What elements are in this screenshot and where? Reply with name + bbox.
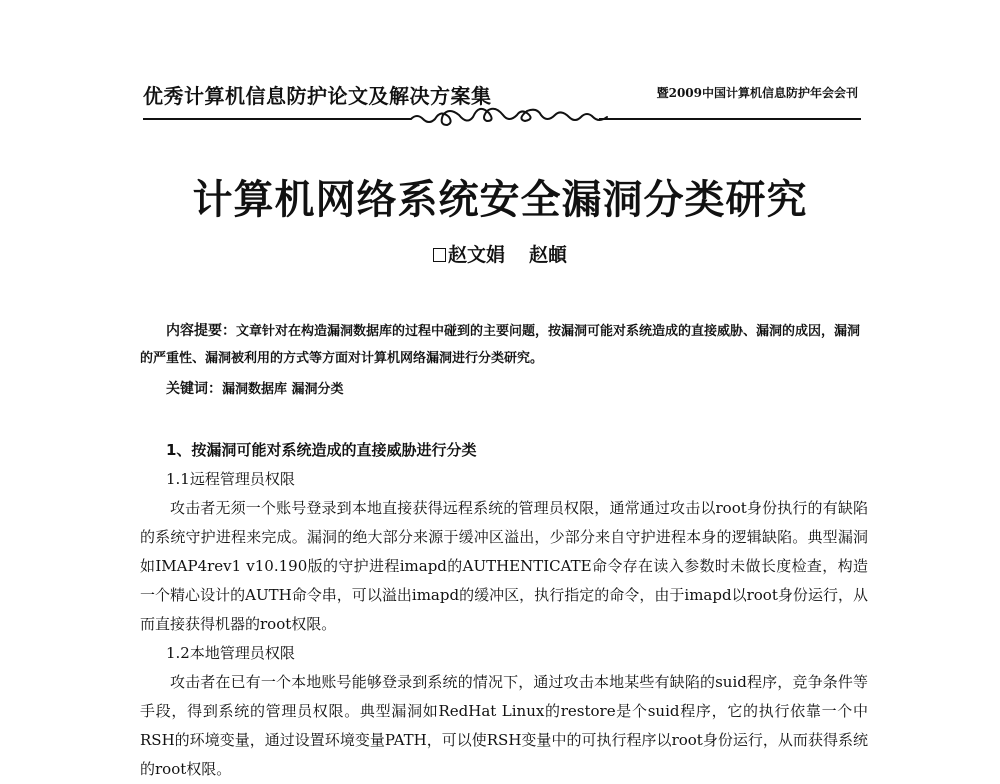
subsection-heading: 1.1远程管理员权限	[166, 470, 295, 488]
section-heading: 1、按漏洞可能对系统造成的直接威胁进行分类	[166, 441, 477, 459]
keywords-label: 关键词：	[166, 381, 222, 397]
subsection-heading: 1.2本地管理员权限	[166, 644, 295, 662]
keywords	[166, 378, 344, 398]
author-marker-box	[433, 248, 446, 262]
main-body	[140, 436, 868, 784]
running-header-right: 暨2009中国计算机信息防护年会会刊	[656, 86, 858, 100]
decorative-header-rule	[143, 101, 861, 129]
paper-title: 计算机网络系统安全漏洞分类研究	[192, 176, 808, 223]
body-paragraph: 攻击者无须一个账号登录到本地直接获得远程系统的管理员权限，通常通过攻击以root身份执行的有缺陷的系统守护进程来完成。漏洞的绝大部分来源于缓冲区溢出，少部分来自守护进程本身的逻辑缺陷。典型漏洞如IMAP4rev1 v10.190版的守护进程imapd的AUTHENTICATE命令存在读入参数时未做长度检查，构造一个精心设计的AUTH命令串，可以溢出imapd的缓冲区，执行指定的命令，由于imapd以root身份运行，从而直接获得机器的root权限。	[140, 499, 868, 633]
author-name: 赵頔	[529, 244, 568, 266]
abstract-label: 内容提要：	[166, 323, 236, 339]
abstract-text: 文章针对在构造漏洞数据库的过程中碰到的主要问题，按漏洞可能对系统造成的直接威胁、漏洞的成因，漏洞的严重性、漏洞被利用的方式等方面对计算机网络漏洞进行分类研究。	[140, 324, 861, 366]
author-line	[0, 240, 1000, 267]
abstract	[140, 318, 868, 372]
running-header-left: 优秀计算机信息防护论文及解决方案集	[143, 84, 492, 108]
keywords-text: 漏洞数据库 漏洞分类	[222, 382, 344, 397]
author-name: 赵文娟	[447, 244, 505, 266]
body-paragraph: 攻击者在已有一个本地账号能够登录到系统的情况下，通过攻击本地某些有缺陷的suid程序，竞争条件等手段，得到系统的管理员权限。典型漏洞如RedHat Linux的restore是个suid程序，它的执行依靠一个中RSH的环境变量，通过设置环境变量PATH，可以使RSH变量中的可执行程序以root身份运行，从而获得系统的root权限。	[140, 673, 868, 778]
